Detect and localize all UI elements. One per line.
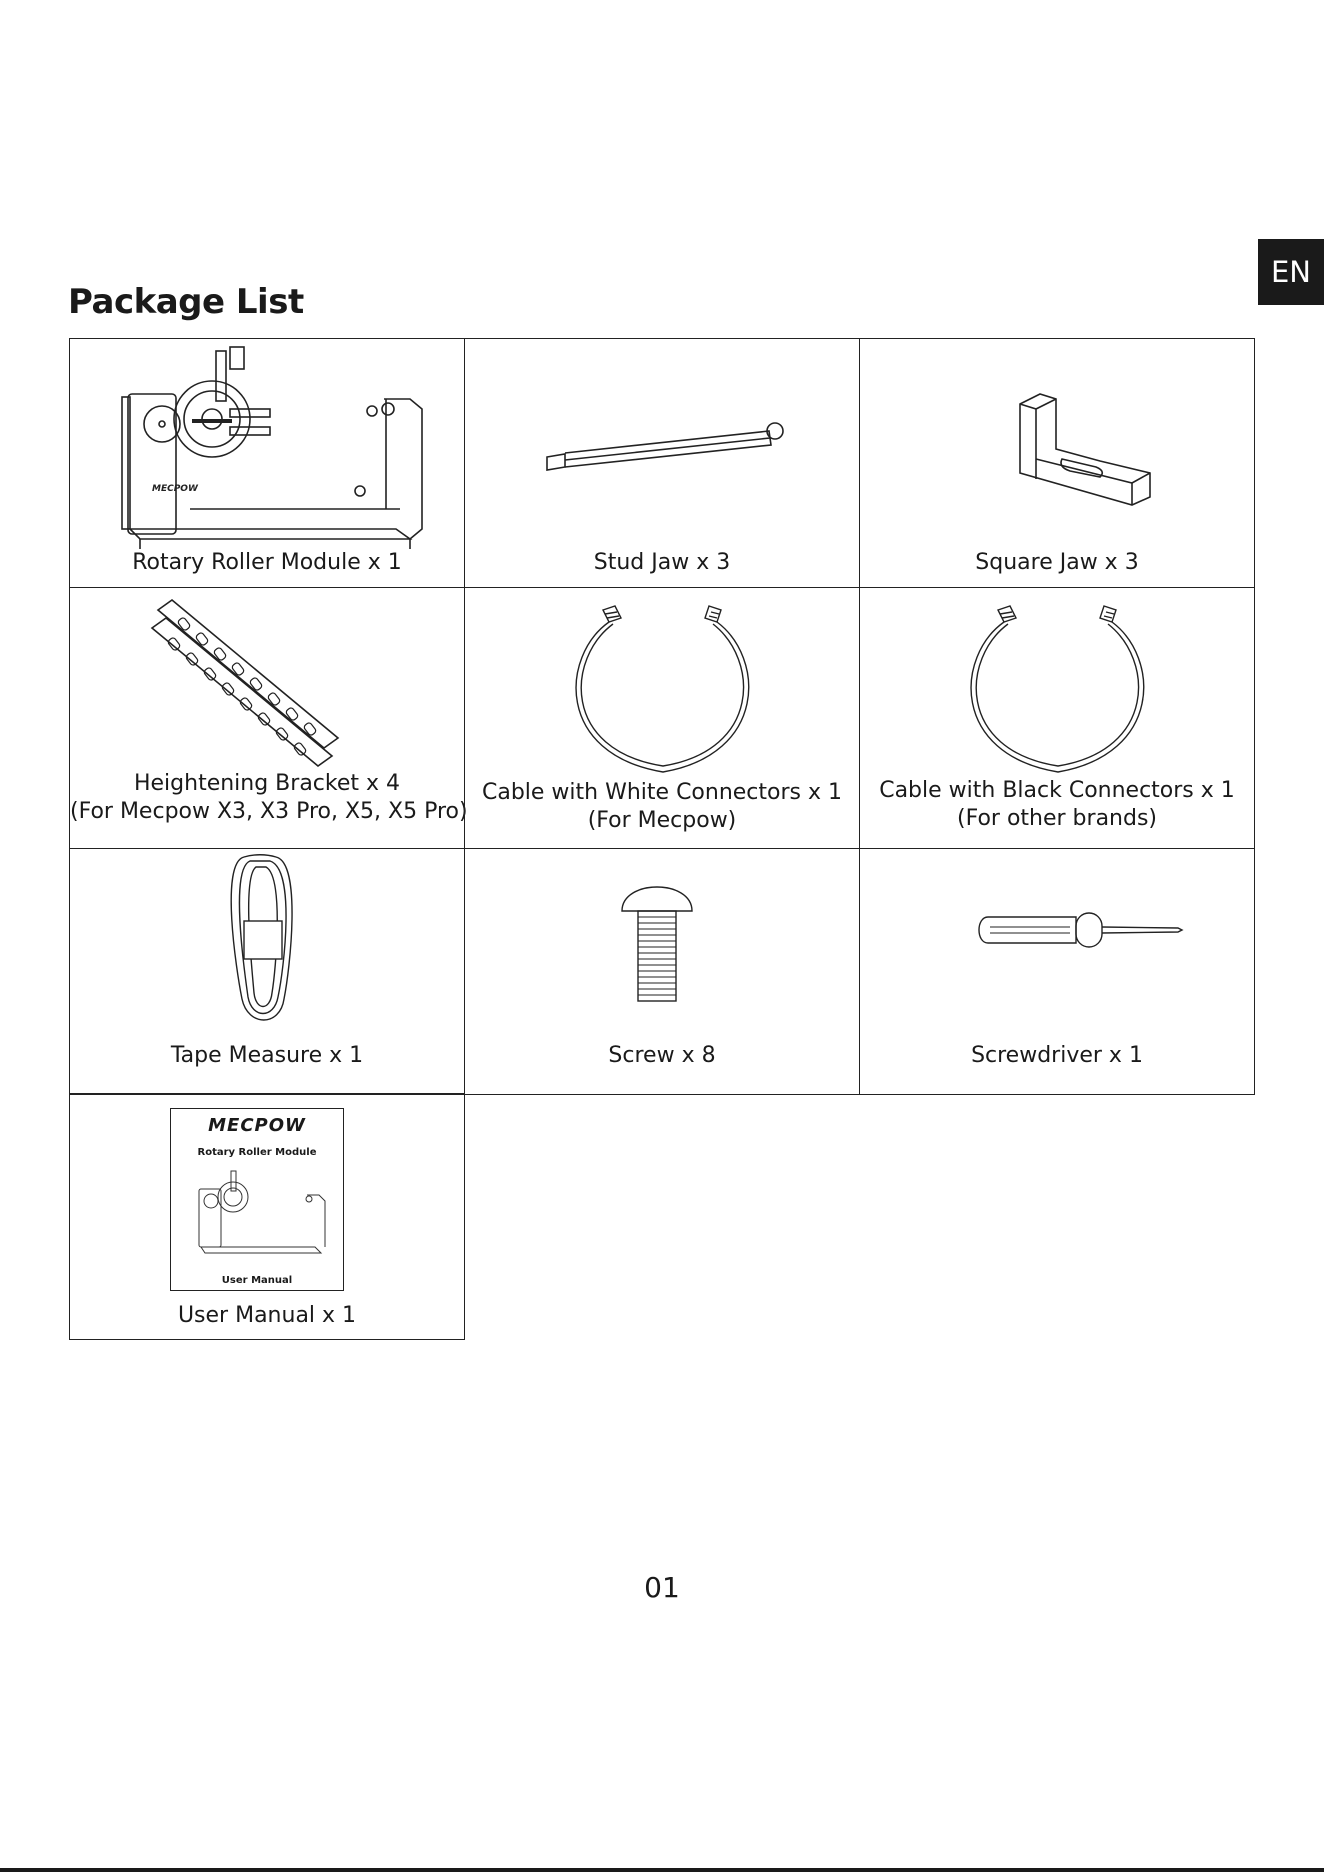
- package-item-stud-jaw: [464, 338, 860, 588]
- package-item-square-jaw: [859, 338, 1255, 588]
- item-label: Rotary Roller Module x 1: [132, 550, 402, 575]
- item-label: Square Jaw x 3: [975, 550, 1139, 575]
- package-item-user-manual: [69, 1093, 465, 1340]
- user-manual-icon: [170, 1108, 344, 1291]
- page-title: Package List: [68, 282, 304, 322]
- manual-subtitle: Rotary Roller Module: [197, 1147, 317, 1158]
- package-item-tape-measure: [69, 848, 465, 1095]
- item-sublabel: (For Mecpow): [587, 808, 737, 833]
- package-item-heightening-bracket: [69, 587, 468, 849]
- package-item-rotary-roller: [69, 338, 465, 588]
- item-label: Cable with White Connectors x 1: [481, 780, 842, 805]
- item-label: Heightening Bracket x 4: [133, 771, 401, 796]
- package-item-cable-white: [464, 587, 860, 849]
- page-number: 01: [644, 1571, 680, 1604]
- manual-footer: User Manual: [221, 1275, 293, 1286]
- item-sublabel: (For other brands): [957, 806, 1157, 831]
- package-item-screw: [464, 848, 860, 1095]
- package-item-screwdriver: [859, 848, 1255, 1095]
- language-tab: EN: [1258, 239, 1324, 305]
- item-label: Stud Jaw x 3: [593, 550, 731, 575]
- item-label: User Manual x 1: [177, 1303, 357, 1328]
- item-sublabel: (For Mecpow X3, X3 Pro, X5, X5 Pro): [70, 799, 468, 824]
- package-list-table: [69, 338, 1255, 1338]
- item-label: Screwdriver x 1: [971, 1043, 1143, 1068]
- manual-product-image: [171, 1167, 345, 1267]
- item-label: Tape Measure x 1: [170, 1043, 364, 1068]
- svg-text:MECPOW: MECPOW: [152, 484, 198, 494]
- package-item-cable-black: [859, 587, 1255, 849]
- item-label: Screw x 8: [608, 1043, 716, 1068]
- bottom-rule: [0, 1868, 1324, 1872]
- manual-brand-logo: MECPOW: [208, 1115, 306, 1136]
- item-label: Cable with Black Connectors x 1: [879, 778, 1235, 803]
